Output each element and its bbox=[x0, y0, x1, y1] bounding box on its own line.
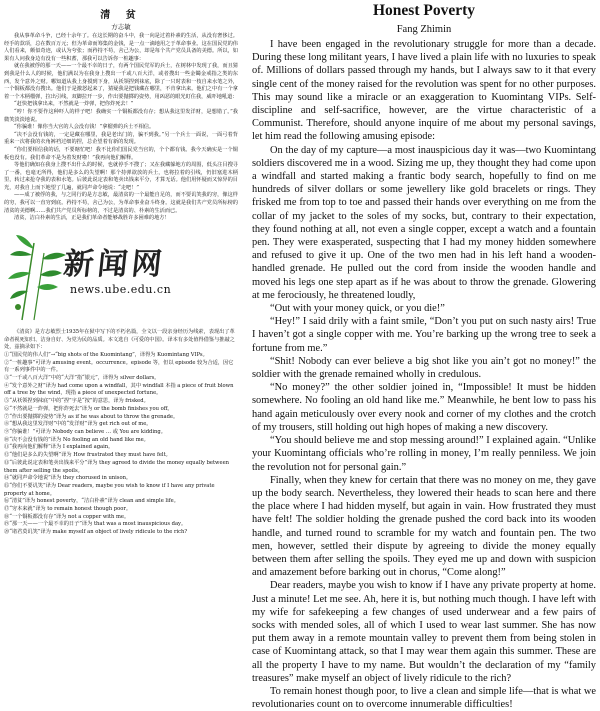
note-item: ⑤“从袄领捏到袜底”中的“捏”字是“按”的意思，译为 frisked。 bbox=[4, 398, 149, 405]
chinese-paragraph: 我从事革命斗争，已经十余年了。在这长期的奋斗中，我一向是过着朴素的生活，从没有奢侈过。经手的款项，总在数百万元；但为革命而筹集的金钱，是一点一滴地用之于革命事业。这在国民党的伟人们看来，颇似奇迹，或认为夸张；而矜持不苟，舍己为公，却是每个共产党员具备的美德。所以，如果有人问我身边有没有一些积蓄，那我可以告诉你一桩趣事： bbox=[4, 33, 238, 62]
english-paragraph: On the day of my capture—a most inauspicious day it was—two Kuomintang soldiers discovered me in a wood. Sizing me up, they thought they had come upon a windfall and started making a frantic body search, hopefully to find on me hundreds of silver dollars or some jewellery like gold bracelets or rings. They frisked me from top to toe and passed their hands over everything on me from the collar of my jacket to the soles of my socks, but, contrary to their expectation, they found nothing at all, not even a single copper, except a watch and a fountain pen. They were exasperated, suspecting that I had my money hidden somewhere and refused to give it up. One of the two men had in his left hand a wooden-handled grenade. He pulled out the cord from inside the wooden handle and moved his legs one step apart as if he was about to throw the grenade. Glowering at me ferociously, he threatened loudly, bbox=[252, 144, 596, 301]
english-paragraph: “No money?” the other soldier joined in, “Impossible! It must be hidden somewhere. No fooling an old hand like me.” Meanwhile, he bent low to pass his hand again meticulously over every nook and corner of my clothes and the crotch of my trousers, still holding out high hopes of making a new discovery. bbox=[252, 382, 596, 433]
logo-chinese-text: 新闻网 bbox=[61, 246, 168, 282]
english-body bbox=[252, 38, 596, 711]
chinese-paragraph: 等他们确知在我身上搜不出什么的时候，也就停手不搜了；又在我藏躲地方的周围，低头注目搜寻了一番，也毫无所得，他们是多么的失望啊！那个持弹欲放的兵士，也将拉着的引线，仍旧塞进木柄里，转过来抢夺我的表和水笔。后彼此说定表和笔卖出钱来平分，才算无话。他们用怀疑而又惊异的目光，对我自上而下地望了几遍，就同声命令地说：“走吧！” bbox=[4, 162, 238, 191]
chinese-body bbox=[4, 33, 238, 223]
english-paragraph: “Out with your money quick, or you die!” bbox=[270, 303, 445, 315]
note-item: ⑥“不然就是一炸弹，把你炸死去”译为 or the bomb finishes you off。 bbox=[4, 405, 173, 412]
note-item: ⑮“你们不要讥笑”译为 Dear readers, maybe you wish to know if I have any private property at home。 bbox=[4, 482, 215, 497]
chinese-paragraph: “赶快把钱拿出来，不然就是一炸弹，把你炸死去！” bbox=[14, 101, 134, 108]
english-paragraph: “You should believe me and stop messing around!” I explained again. “Unlike your Kuomintang officials who’re rolling in money, I’m really penniless. We join the revolution not for personal gain.” bbox=[252, 435, 596, 473]
english-paragraph: Finally, when they knew for certain that there was no money on me, they gave up the body search. Nevertheless, they lowered their heads to scan here and there the place where I had hidden myself, but again in vain. How frustrated they must have felt! The soldier holding the grenade pushed the cord back into its wooden handle, and turned round to scramble for my watch and fountain pen. The two men, however, settled their dispute by agreeing to divide the money equally between them after selling the spoils. They eyed me up and down with suspicion and amazement before barking out in chorus, “Come along!” bbox=[252, 474, 596, 579]
chinese-paragraph: 清贫，洁白朴素的生活，正是我们革命者能够战胜许多困难的地方！ bbox=[14, 215, 170, 222]
english-author: Fang Zhimin bbox=[396, 24, 452, 35]
note-item: ⑲“那一天——一个最不幸的日子”译为 that was a most inauspicious day。 bbox=[4, 521, 187, 528]
chinese-paragraph: “决不会没有钱的，一定是藏在哪里，我是老出门的，骗不到我。”另一个兵士一面说，一面弓着背重来一次将我的衣角裤裆过细的捏，总企望着有新的发现。 bbox=[4, 131, 238, 146]
english-paragraph: “Shit! Nobody can ever believe a big shot like you ain’t got no money!” the soldier with the grenade remained wholly in credulous. bbox=[252, 355, 596, 381]
english-paragraph: Dear readers, maybe you wish to know if I have any private property at home. Just a minute! Let me see. Ah, here it is, but nothing much though. I have left with my wife for safekeeping a few changes of used underwear and a few pairs of socks with mended soles, all of which I used to wear last summer. She has now put them away in a remote mountain valley to prevent them from being stolen in case of Kuomintang attack, so that I may wear them again this summer. These are all the property I have to my name. But wouldn’t the declaration of my “family treasures” make myself an object of lively ridicule to the rich? bbox=[252, 580, 596, 684]
notes-intro: 《清贫》是方志敏烈士1935年在狱中写下的不朽名篇，全文以一段亲身经历为线索，表现出了革命者视死如归、洁身自好、为党为民的品质。本文选自《可爱的中国》。译本有多处值得借鉴与推敲之处，兹摘录如下： bbox=[4, 328, 235, 351]
english-paragraph: I have been engaged in the revolutionary struggle for more than a decade. During these long militant years, I have lived a plain life with no luxuries to speak of. Millions of dollars passed through my hands, but I always saw to it that every single cent of the money raised for the revolution was spent for no other purposes. This may sound like a miracle or an exaggeration to Kuomintang VIPs. Self-discipline and self-sacrifice, however, are the virtue characteristic of a Communist. Therefore, should anyone inquire of me about my personal savings, let him read the following amusing episode: bbox=[252, 39, 596, 143]
note-item: ⑧“想从我这里发洋财”中的“发洋财”译为 get rich out of me。 bbox=[4, 421, 152, 428]
chinese-author: 方志敏 bbox=[111, 23, 131, 31]
chinese-paragraph: 就在我被俘的那一天——一个最不幸的日子，有两个国民党军的兵士，在树林中发现了我，而且猜到我是什么人的时候，他们满以为在我身上搜出一千或八百大洋，或者搜出一些金镯金戒指之类的东西，发个意外之财。哪知道从我上身摸到下身，从袄领捏到袜底，除了一只时表和一枝自来水笔之外，一个铜板都没有搜出。他们于是激怒起来了，猜疑我是把钱藏在哪里，不肯拿出来。他们之中有一个拿着一个木柄榴弹，拉出引线，双脚拉开一步，作出要抛掷的姿势，用凶恶的眼光盯住我，威吓地吼道： bbox=[4, 63, 238, 100]
note-item: ⑯“清贫”译为 honest poverty，“洁白朴素”译为 clean and simple life。 bbox=[4, 498, 179, 505]
note-item: ⑫“他们是多么的失望啊”译为 How frustrated they must have felt。 bbox=[4, 452, 171, 459]
chinese-title: 清 贫 bbox=[100, 10, 142, 21]
chinese-paragraph: “你骗谁！像你当大官的人会没有钱！”拿榴弹的兵士不相信。 bbox=[14, 124, 155, 131]
note-item: ④“发个意外之财”译为 had come upon a windfall，其中 windfall 本指 a piece of fruit blown off a tree by the wind，现指 a piece of unexpected fortune。 bbox=[4, 382, 234, 397]
note-item: ⑨“你骗谁！”可译为 Nobody can believe … 或 You are kidding。 bbox=[4, 428, 166, 435]
note-item: ⑰“穷本来就”译为 to remain honest though poor。 bbox=[4, 506, 132, 513]
logo-url-text: news.ube.edu.cn bbox=[70, 282, 172, 296]
note-item: ①“国民党的伟人们”→“big shots of the Kuomintang”，译得为 Kuomintang VIPs。 bbox=[4, 351, 208, 358]
news-site-logo bbox=[4, 225, 238, 323]
english-column bbox=[246, 0, 600, 711]
note-item: ②“一桩趣事”可译为 amusing event。occurrence。episode 等，但以 episode 较为合适，因它有一系列事件中的一件。 bbox=[4, 359, 234, 374]
english-title: Honest Poverty bbox=[372, 2, 475, 19]
chinese-paragraph: ——成了被俘的我，与之同行的是方志敏，最清贫的一个最能自足的，而不要讥笑我的穷，像这样的穷，我可以一直穷到底。矜持不苟，舍己为公，为革命事业奋斗终身。这就是我们共产党员所标榜的清贫的美德啊……我们共产党员所标榜的，不过是清贫的、朴素的生活而已。 bbox=[4, 192, 238, 214]
note-item: ⑳“诸君莫讥笑”译为 make myself an object of lively ridicule to the rich? bbox=[4, 529, 188, 536]
note-item: ⑭“就同声命令地说”译为 they chorused in unison。 bbox=[4, 475, 132, 482]
note-item: ⑦“作出要抛掷的姿势”译为 as if he was about to throw the grenade。 bbox=[4, 413, 179, 420]
english-paragraph: “Hey!” I said drily with a faint smile, “Don’t you put on such nasty airs! True I haven’t got a single copper with me. You’re barking up the wrong tree to seek a fortune from me.” bbox=[252, 316, 596, 354]
note-item: ⑬“后彼此说定表和笔卖出钱来平分”译为 they agreed to divide the money equally between them after selling the spoils。 bbox=[4, 459, 229, 474]
chinese-paragraph: “你们要相信我的话，不要瞎忙吧！我不比你们国民党当官的，个个都有钱。我今天确实是一个铜板也没有。我们革命不是为着发财啦！”我再向他们解释。 bbox=[4, 146, 238, 161]
note-item: ⑩“决不会没有钱的”译为 No fooling an old hand like me。 bbox=[4, 436, 149, 443]
note-item: ⑪“我再向他们解释”译为 I explained again。 bbox=[4, 444, 114, 451]
english-paragraph: To remain honest though poor, to live a clean and simple life—that is what we revolutionaries count on to overcome innumerable difficulties! bbox=[252, 685, 596, 711]
chinese-column bbox=[0, 0, 242, 670]
chinese-paragraph: “哼！你不要作这种吓人的样子吧！我确实一个铜板都没有存；想从我这里发洋财，是想错了。”我微笑淡淡地说。 bbox=[4, 108, 238, 123]
note-item: ③“一千或八百大洋”中的“大洋”指“银元”，译得为 silver dollars。 bbox=[4, 375, 160, 382]
translation-notes bbox=[4, 329, 238, 537]
note-item: ⑱“一个铜板都没有存”译为 not a copper with me。 bbox=[4, 513, 130, 520]
